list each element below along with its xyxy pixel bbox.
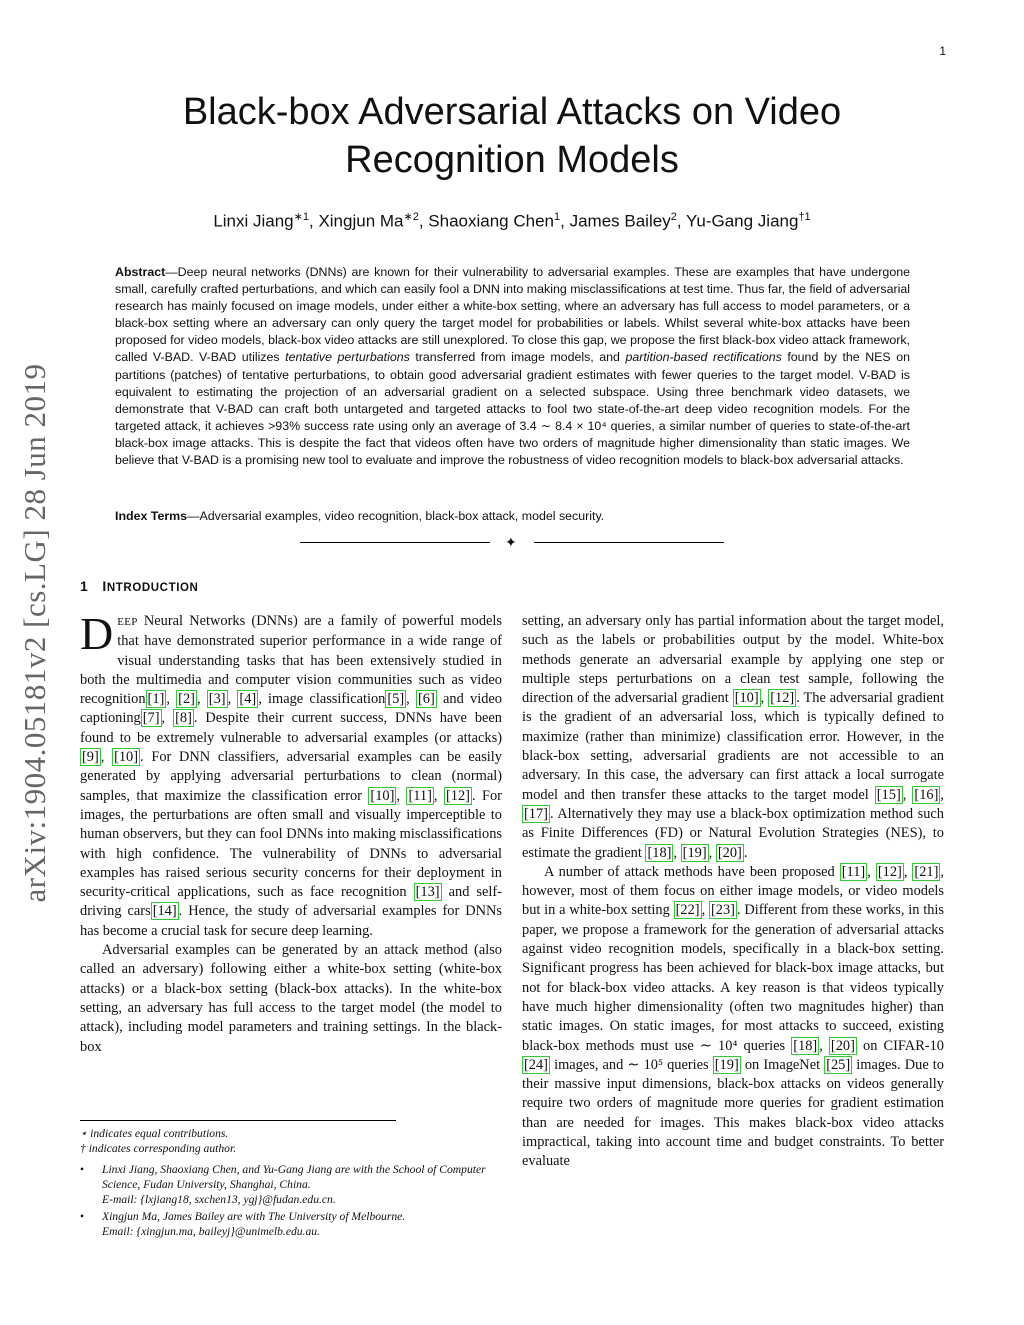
index-terms-text: —Adversarial examples, video recognition, black-box attack, model security. [187, 509, 605, 523]
author-affiliation: ∗2 [403, 211, 419, 223]
body-text: . [743, 844, 748, 861]
body-text: . For DNN classifiers, adversarial examples can be easily generated by applying adversarial perturbations to clean (normal) samples, that maximize the classification error [80, 749, 502, 804]
section-title-initial: I [102, 578, 107, 594]
body-text: . Despite their current success, DNNs have been found to be extremely vulnerable to adversarial examples (or attacks) [80, 710, 502, 746]
citation-link[interactable]: [13] [415, 884, 440, 901]
citation-link[interactable]: [9] [82, 749, 99, 766]
affiliation-email: E-mail: {lxjiang18, sxchen13, ygj}@fudan.edu.cn. [102, 1193, 336, 1206]
citation-link[interactable]: [11] [408, 787, 432, 804]
diamond-icon: ✦ [505, 535, 517, 551]
citation-link[interactable]: [12] [877, 863, 902, 880]
affiliation-line: Xingjun Ma, James Bailey are with The University of Melbourne. [102, 1210, 406, 1223]
citation-link[interactable]: [4] [239, 691, 257, 708]
bullet-icon: • [80, 1210, 85, 1223]
citation-link[interactable]: [17] [524, 805, 548, 822]
citation-link[interactable]: [6] [417, 691, 435, 708]
author-list: Linxi Jiang$^{∗1}$, Xingjun $Ma^{∗2}$, Shaoxiang Chen$^1$, James Bailey$^2$, Yu-Gang Jiang$^{\dagger 1}$ [213, 211, 811, 231]
affiliation-email: Email: {xingjun.ma, baileyj}@unimelb.edu.au. [102, 1225, 320, 1238]
citation-link[interactable]: [18] [647, 844, 672, 861]
citation-link[interactable]: [21] [914, 863, 939, 880]
author-name: Shaoxiang Chen [428, 211, 555, 231]
citation-link[interactable]: [20] [717, 844, 742, 861]
page-number: 1 [939, 44, 946, 58]
citation-link[interactable]: [2] [178, 691, 195, 708]
body-text: , however, most of them focus on either image models, or video models but in a white-box setting [522, 863, 945, 919]
small-caps-text: EEP [117, 616, 138, 628]
paragraph: Adversarial examples can be generated by an attack method (also called an adversary) following either a white-box setting (white-box attacks) or a black-box setting (black-box attacks). In the white-box setting, an adversary has full access to the target model (the model to attack), including model parameters and training settings. In the black-box [80, 942, 502, 1055]
footnote: † indicates corresponding author. [80, 1142, 237, 1155]
footnote-rule [80, 1120, 396, 1121]
author-name: Xingjun Ma [318, 211, 404, 231]
citation-link[interactable]: [1] [147, 691, 165, 708]
body-text: on CIFAR-10 [856, 1037, 944, 1054]
citation-link[interactable]: [12] [445, 787, 470, 804]
body-text: on ImageNet [740, 1056, 825, 1073]
body-text: . Alternatively they may use a black-box optimization method such as Finite Differences (FD) or Natural Evolution Strategies (NES), to estimate the gradient [522, 805, 944, 861]
affiliation-line: Linxi Jiang, Shaoxiang Chen, and Yu-Gang Jiang are with the School of Computer Science, Fudan University, Shanghai, China. [102, 1163, 486, 1191]
citation-link[interactable]: [15] [876, 786, 901, 803]
citation-link[interactable]: [10] [114, 749, 139, 766]
citation-link[interactable]: [7] [142, 710, 160, 727]
citation-link[interactable]: [10] [734, 690, 759, 707]
body-text: and video captioning [80, 691, 502, 727]
index-terms [115, 509, 604, 523]
body-text: and self-driving cars [80, 884, 503, 920]
abstract-text: transferred from image models, and [409, 350, 626, 365]
index-terms-label: Index Terms [115, 509, 188, 523]
affiliation-note [80, 1209, 504, 1239]
citation-link[interactable]: [12] [770, 690, 795, 707]
citation-link[interactable]: [14] [152, 903, 177, 920]
citation-link[interactable]: [19] [682, 844, 707, 861]
body-text: setting, an adversary only has partial information about the target model, such as the labels or probabilities output by the model. White-box methods generate an adversarial example by applying one step or multiple steps perturbations on a clean test sample, following the direction of the adversarial gradient [522, 613, 944, 707]
affiliation-note [80, 1162, 504, 1207]
right-column [522, 612, 944, 1172]
body-text: . The adversarial gradient is the gradient of an adversarial loss, which is typically defined to maximize (rather than minimize) classification error. However, in the black-box setting, adversarial gradients are not accessible to an adversary. In this case, the adversary can first attack a local surrogate model and then transfer these attacks to the target model [522, 690, 944, 803]
citation-link[interactable]: [23] [710, 902, 735, 919]
section-divider [300, 533, 724, 553]
citation-link[interactable]: [10] [370, 787, 395, 804]
citation-link[interactable]: [20] [830, 1037, 855, 1054]
body-text: images, and ∼ 10⁵ queries [549, 1056, 713, 1073]
divider-line [300, 542, 490, 543]
arxiv-watermark: arXiv:1904.05181v2 [cs.LG] 28 Jun 2019 [17, 363, 52, 903]
citation-link[interactable]: [22] [675, 902, 700, 919]
paragraph: DEEP Neural Networks (DNNs) are a family of powerful models that have demonstrated superior performance in a wide range of visual understanding tasks that has been extensively studied in both the multimedia and computer vision communities such as video recognition [1] , [2] , [3] , [4] , image classification [5] , [6] and video captioning [7] , [8] . Despite their current success, DNNs have been found to be extremely vulnerable to adversarial examples (or attacks) [9] , [10] . For DNN classifiers, adversarial examples can be easily generated by applying adversarial perturbations to clean (normal) samples, that maximize the classification error [10] , [11] , [12] . For images, the perturbations are often small and visually imperceptible to human observers, but they can fool DNNs into making misclassifications with high confidence. The vulnerability of DNNs to adversarial examples has raised serious security concerns for their deployment in security-critical applications, such as face recognition [13] and self-driving cars [14] . Hence, the study of adversarial examples for DNNs has become a crucial task for secure deep learning. [80, 608, 503, 939]
footnote: ⋆ indicates equal contributions. [80, 1127, 229, 1140]
author-affiliation: ∗1 [293, 211, 309, 223]
citation-link[interactable]: [25] [826, 1056, 851, 1073]
section-title-rest: NTRODUCTION [106, 582, 199, 594]
left-column [80, 608, 503, 1057]
citation-link[interactable]: [5] [387, 691, 405, 708]
body-text: A number of attack methods have been proposed [544, 863, 840, 880]
drop-cap: D [80, 608, 114, 659]
paragraph: A number of attack methods have been proposed [11] , [12] , [21] , however, most of them focus on either image models, or video models but in a white-box setting [22] , [23] . Different from these works, in this paper, we propose a framework for the generation of adversarial attacks against video recognition models, specifically in a black-box setting. Significant progress has been achieved for black-box image attacks, but not for black-box video attacks. A key reason is that videos typically have much higher dimensionality (often two magnitudes higher) than static images. On static images, for most attacks to succeed, existing black-box methods must use ∼ 10⁴ queries [18] , [20] on CIFAR-10 [24] images, and ∼ 10⁵ queries [19] on ImageNet [25] images. Due to their massive input dimensions, black-box attacks on videos generally require two orders of magnitude more queries for gradient estimation than are needed for images. This makes black-box video attacks impractical, taking into account time and budget constraints. To better evaluate [522, 863, 945, 1170]
citation-link[interactable]: [24] [524, 1056, 548, 1073]
bullet-icon: • [80, 1163, 85, 1176]
abstract-emphasis: partition-based rectifications [625, 350, 782, 365]
citation-link[interactable]: [19] [714, 1056, 739, 1073]
divider-line [534, 542, 724, 543]
abstract-label: Abstract [115, 265, 166, 279]
author-affiliation: 2 [670, 211, 677, 223]
section-number: 1 [80, 578, 89, 594]
section-heading [80, 578, 198, 594]
abstract-text: —Deep neural networks (DNNs) are known for their vulnerability to adversarial examples. These are examples that have undergone small, carefully crafted perturbations, and which can easily fool a DNN into making misclassifications at test time. Thus far, the field of adversarial research has mainly focused on image models, under either a white-box setting, where an adversary has full access to model parameters, or a black-box setting where an adversary can only query the target model for probabilities or labels. Whilst several white-box attacks have been proposed for video models, black-box video attacks are still unexplored. To close this gap, we propose the first black-box video attack framework, called V-BAD. V-BAD utilizes [115, 265, 910, 365]
citation-link[interactable]: [8] [175, 710, 192, 727]
citation-link[interactable]: [16] [914, 786, 939, 803]
footnotes [80, 1126, 504, 1239]
body-text: . For images, the perturbations are often small and visually imperceptible to human observers, but they can fool DNNs into making misclassifications with high confidence. The vulnerability of DNNs to adversarial examples has raised serious security concerns for their deployment in security-critical applications, such as face recognition [80, 787, 502, 901]
paragraph: setting, an adversary only has partial information about the target model, such as the labels or probabilities output by the model. White-box methods generate an adversarial example by applying one step or multiple steps perturbations on a clean test sample, following the direction of the adversarial gradient [10] , [12] . The adversarial gradient is the gradient of an adversarial loss, which is typically defined to maximize (rather than minimize) classification error. However, in the black-box setting, adversarial gradients are not accessible to an adversary. In this case, the adversary can first attack a local surrogate model and then transfer these attacks to the target model [15] , [16] , [17] . Alternatively they may use a black-box optimization method such as Finite Differences (FD) or Natural Evolution Strategies (NES), to estimate the gradient [18] , [19] , [20] . [522, 613, 944, 861]
author-name: Linxi Jiang [213, 211, 294, 231]
author-name: James Bailey [569, 211, 671, 231]
paper-title: Black-box Adversarial Attacks on Video Recognition Models [182, 91, 842, 181]
affiliation-text [102, 1209, 504, 1239]
citation-link[interactable]: [3] [208, 691, 226, 708]
citation-link[interactable]: [11] [841, 863, 866, 880]
author-affiliation: 1 [554, 211, 561, 223]
author-affiliation: †1 [798, 211, 811, 223]
body-text: Neural Networks (DNNs) are a family of powerful models that have demonstrated superior performance in a wide range of visual understanding tasks that has been extensively studied in both the multimedia and computer vision communities such as video recognition [80, 613, 502, 708]
abstract-emphasis: tentative perturbations [285, 350, 410, 365]
body-text: . Hence, the study of adversarial examples for DNNs has become a crucial task for secure deep learning. [80, 903, 502, 939]
body-text: images. Due to their massive input dimensions, black-box attacks on videos generally require two orders of magnitude more queries for gradient estimation than are needed for images. This makes black-box video attacks impractical, taking into account time and budget constraints. To better evaluate [522, 1056, 945, 1170]
affiliation-text [102, 1162, 504, 1207]
author-name: Yu-Gang Jiang [685, 211, 799, 231]
abstract-text: found by the NES on partitions (patches) of tentative perturbations, to obtain good adversarial gradient estimates with fewer queries to the target model. V-BAD is equivalent to estimating the projection of an adversarial gradient on a selected subspace. Using three benchmark video datasets, we demonstrate that V-BAD can craft both untargeted and targeted attacks to fool two state-of-the-art deep video recognition models. For the targeted attack, it achieves >93% success rate using only an average of 3.4 ∼ 8.4 × 10⁴ queries, a similar number of queries to state-of-the-art black-box image attacks. This is despite the fact that videos often have two orders of magnitude higher dimensionality than static images. We believe that V-BAD is a promising new tool to evaluate and improve the robustness of video recognition models to black-box adversarial attacks. [115, 350, 910, 468]
body-text: , image classification [258, 691, 386, 708]
body-text: . Different from these works, in this paper, we propose a framework for the generation of adversarial attacks against video recognition models, specifically in a black-box setting. Significant progress has been achieved for black-box image attacks, but not for black-box video attacks. A key reason is that videos typically have much higher dimensionality (often two magnitudes higher) than static images. On static images, for most attacks to succeed, existing black-box methods must use ∼ 10⁴ queries [522, 902, 944, 1054]
abstract [115, 264, 910, 469]
citation-link[interactable]: [18] [793, 1037, 818, 1054]
